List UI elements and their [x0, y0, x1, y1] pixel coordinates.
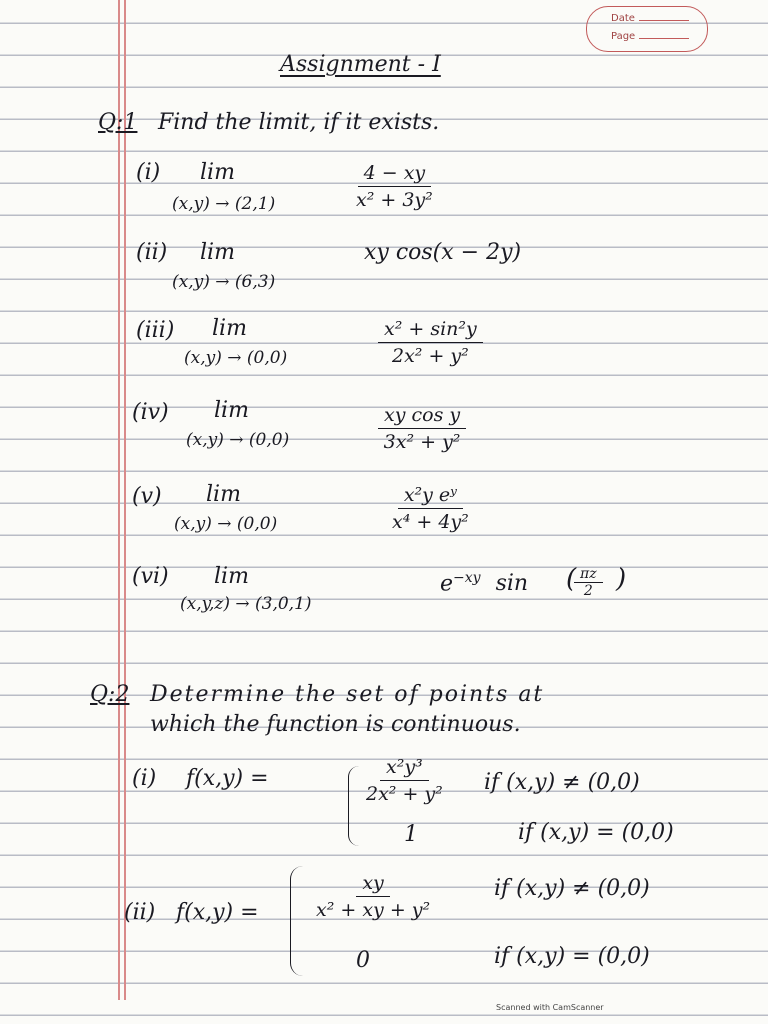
q2-ii-num: (ii) — [124, 900, 156, 925]
q1-iv-denominator: 3x² + y² — [383, 431, 461, 453]
q2-ii-case1-num: xy — [356, 872, 389, 897]
q1-i-num: (i) — [136, 160, 161, 185]
q2-i-num: (i) — [132, 766, 157, 791]
q1-text: Find the limit, if it exists. — [158, 110, 440, 135]
q1-iii-numerator: x² + sin²y — [378, 318, 483, 343]
q1-i-approach: (x,y) → (2,1) — [172, 194, 276, 214]
q1-ii-approach: (x,y) → (6,3) — [172, 272, 276, 292]
q1-iv-fraction — [378, 404, 466, 453]
q1-v-fraction — [392, 484, 469, 533]
q1-vi-expr — [440, 570, 528, 596]
q1-vi-e: e — [440, 571, 454, 597]
page-title: Assignment - I — [280, 52, 441, 77]
q2-i-case1-den: 2x² + y² — [366, 783, 443, 805]
q2-ii-case2-cond: if (x,y) = (0,0) — [494, 944, 650, 969]
q1-i-lim: lim — [200, 160, 235, 185]
q1-iii-num: (iii) — [136, 318, 175, 343]
q2-ii-case1-den: x² + xy + y² — [316, 899, 431, 921]
q1-ii-num: (ii) — [136, 240, 168, 265]
q1-i-numerator: 4 − xy — [358, 162, 432, 187]
q2-text-line2: which the function is continuous. — [150, 712, 521, 737]
q1-iv-approach: (x,y) → (0,0) — [186, 430, 290, 450]
q1-v-denominator: x⁴ + 4y² — [392, 511, 469, 533]
q2-i-func: f(x,y) = — [186, 766, 269, 791]
scanner-footer: Scanned with CamScanner — [496, 1003, 604, 1012]
q1-v-num: (v) — [132, 484, 162, 509]
q2-ii-case1-cond: if (x,y) ≠ (0,0) — [494, 876, 650, 901]
q2-ii-fraction — [316, 872, 430, 921]
q1-vi-sin-num: πz — [574, 566, 603, 583]
date-label: Date — [611, 13, 635, 24]
q1-iii-denominator: 2x² + y² — [391, 345, 469, 367]
q1-iii-lim: lim — [212, 316, 247, 341]
q2-ii-brace — [290, 866, 303, 976]
q1-v-approach: (x,y) → (0,0) — [174, 514, 278, 534]
q2-ii-case2-val: 0 — [356, 948, 370, 973]
q1-vi-lim: lim — [214, 564, 249, 589]
q1-iii-approach: (x,y) → (0,0) — [184, 348, 288, 368]
q1-iii-fraction — [378, 318, 483, 367]
q1-label: Q:1 — [98, 110, 138, 135]
q2-i-brace — [348, 766, 359, 846]
q2-label: Q:2 — [90, 682, 130, 707]
q1-v-numerator: x²y eʸ — [398, 484, 463, 509]
q1-v-lim: lim — [206, 482, 241, 507]
q1-vi-paren-open: ( — [566, 564, 577, 594]
date-page-box — [586, 6, 708, 52]
q2-i-case2-cond: if (x,y) = (0,0) — [518, 820, 674, 845]
q2-text-line1: Determine the set of points at — [150, 682, 545, 707]
q1-iv-lim: lim — [214, 398, 249, 423]
q1-i-fraction — [356, 162, 433, 211]
q1-vi-sin-fraction — [574, 566, 603, 599]
margin-line-left — [118, 0, 120, 1000]
q2-i-case2-val: 1 — [404, 822, 418, 847]
q1-ii-lim: lim — [200, 240, 235, 265]
q1-ii-expr: xy cos(x − 2y) — [364, 240, 522, 265]
q1-vi-paren-close: ) — [616, 564, 627, 594]
q1-vi-approach: (x,y,z) → (3,0,1) — [180, 594, 312, 614]
q1-vi-sin: sin — [495, 571, 529, 597]
page-label: Page — [611, 31, 636, 42]
margin-line-right — [124, 0, 126, 1000]
q2-i-case1-cond: if (x,y) ≠ (0,0) — [484, 770, 640, 795]
q2-i-fraction — [366, 756, 443, 805]
q1-vi-exponent: −xy — [453, 570, 481, 586]
q1-vi-num: (vi) — [132, 564, 169, 589]
q2-ii-func: f(x,y) = — [176, 900, 259, 925]
q1-iv-num: (iv) — [132, 400, 169, 425]
q1-vi-sin-den: 2 — [583, 583, 593, 599]
q1-i-denominator: x² + 3y² — [356, 189, 433, 211]
q1-iv-numerator: xy cos y — [378, 404, 466, 429]
q2-i-case1-num: x²y³ — [380, 756, 429, 781]
